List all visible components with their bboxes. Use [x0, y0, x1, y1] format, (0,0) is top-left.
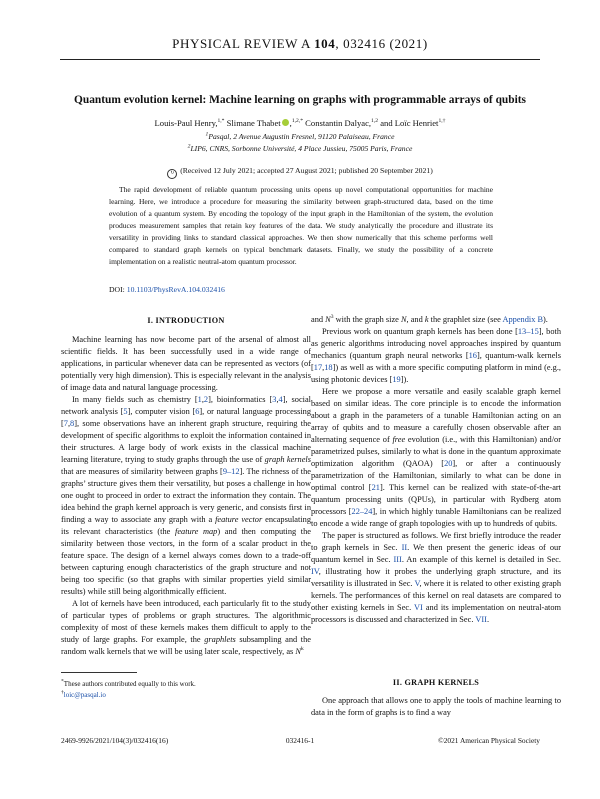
column-right [311, 314, 561, 626]
section-link[interactable]: V [414, 579, 420, 588]
received-dates [60, 166, 540, 179]
author-sup: 1,* [217, 118, 225, 125]
author-sup: 1,2,* [291, 118, 304, 125]
email-link[interactable]: loic@pasqal.io [63, 691, 106, 699]
author-henriet[interactable]: Loïc Henriet [394, 118, 439, 128]
received-text: (Received 12 July 2021; accepted 27 August 2021; published 20 September 2021) [180, 166, 433, 175]
paragraph: A lot of kernels have been introduced, each particularly fit to the study of particular types of problems or graph structures. The algorithmic complexity of most of these kernels makes them difficult to apply to the study of large graphs. For example, the graphlets subsampling and the random walk kernels that we will be using later scale, respectively, as $N^k$ [61, 599, 311, 656]
doi [109, 285, 225, 294]
reference-link[interactable]: 4 [278, 395, 283, 404]
section-heading-graph-kernels: II. GRAPH KERNELS [392, 678, 480, 687]
affiliation-text: Pasqal, 2 Avenue Augustin Fresnel, 91120 Palaiseau, France [208, 132, 395, 141]
paragraph: The paper is structured as follows. We first briefly introduce the reader to graph kernels in Sec. II. We then present the generic ideas of our quantum kernel in Sec. III. An example of this kernel is detailed in Sec. IV, illustrating how it probes the underlying graph structure, and its versatility is illustrated in Sec. V, where it is related to other existing graph kernels. The performances of this kernel on real datasets are compared to other existing kernels in Sec. VI and its implementation on neutral-atom processors is discussed and characterized in Sec. VII. [311, 531, 562, 624]
paragraph: In many fields such as chemistry [1,2], bioinformatics [3,4], social network analysis [5], computer vision [6], or natural language processing [7,8], some observations have an inherent graph structure, requiring the development of specific algorithms to exploit the information contained in their structures. A large body of work exists in the classical machine learning literature, trying to study graphs through the use of graph kernels that are measures of similarity between graphs [9–12]. The richness of the graphs’ structure gives them their versatility, but poses a challenge in how one ought to proceed in order to extract the information they contain. The idea behind the graph kernel approach is very generic, and consists first in finding a way to associate any graph with a feature vector encapsulating its relevant characteristics (the feature map) and then computing the similarity between those vectors, in the form of a scalar product in the feature space. The design of a kernel always comes down to a trade-off between capturing enough characteristics of the graph structure and not being too specific (so that graphs with similar properties yield similar results) while still being algorithmically efficient. [61, 395, 311, 596]
appendix-link[interactable]: Appendix B [502, 315, 544, 324]
section-link[interactable]: III [393, 555, 402, 564]
update-icon[interactable]: ↻ [167, 169, 177, 179]
author-henry[interactable]: Louis-Paul Henry, [154, 118, 218, 128]
footnote-mark: * [61, 678, 64, 685]
journal-volume: 104 [314, 36, 336, 51]
affiliation-number: 1 [205, 131, 209, 138]
paragraph: Previous work on quantum graph kernels has been done [13–15], both as generic algorithms introducing novel approaches inspired by quantum mechanics (quantum graph neural networks [16], quantum-walk kernels [17,18]) as well as with a more specific computing platform in mind (e.g., using photonic devices [19]). [311, 327, 561, 384]
footer-issn: 2469-9926/2021/104(3)/032416(16) [61, 736, 169, 745]
section-link[interactable]: II [401, 543, 408, 552]
author-list: Louis-Paul Henry,$^{1,*}$ Slimane Thabet ,$^{1,2,*}$ Constantin Dalyac,$^{1,2}$ and Loïc Henriet$^{1,\dagger}$ [154, 118, 446, 128]
author-sup: 1,† [438, 118, 446, 125]
author-conjunction: and [380, 118, 393, 128]
reference-link[interactable]: 17 [313, 363, 323, 372]
affiliation-number: 2 [187, 143, 191, 150]
reference-link[interactable]: 16 [468, 351, 477, 360]
abstract: The rapid development of reliable quantum processing units opens up novel computational opportunities for machine learning. Here, we introduce a procedure for measuring the similarity between graph-structured data, based on the time evolution of a quantum system. By encoding the topology of the input graph in the Hamiltonian of the system, the evolution produces measurement samples that retain key features of the data. We study analytically the procedure and illustrate its versatility in providing links to standard classical approaches. We then show numerically that this scheme performs well compared to standard graph kernels on typical benchmark datasets. Finally, we study the possibility of a concrete implementation on a realistic neutral-atom quantum processor. [109, 185, 493, 266]
reference-link[interactable]: 5 [123, 407, 128, 416]
affiliation-text: LIP6, CNRS, Sorbonne Université, 4 Place Jussieu, 75005 Paris, France [190, 144, 413, 153]
header-rule [60, 59, 540, 60]
article-title: Quantum evolution kernel: Machine learning on graphs with programmable arrays of qubits [74, 94, 526, 106]
reference-link[interactable]: 2 [203, 395, 209, 404]
journal-name: PHYSICAL REVIEW A [172, 36, 315, 51]
footnote-rule [61, 672, 137, 673]
section-heading-introduction: I. INTRODUCTION [147, 316, 225, 325]
reference-link[interactable]: 18 [324, 363, 333, 372]
reference-link[interactable]: 21 [371, 483, 380, 492]
reference-link[interactable]: 3 [272, 395, 277, 404]
running-head [0, 36, 600, 52]
journal-issue-info: , 032416 (2021) [335, 36, 428, 51]
column-left [61, 334, 311, 658]
reference-link[interactable]: 6 [195, 407, 200, 416]
author-sup: 1,2 [371, 118, 379, 125]
author-dalyac[interactable]: Constantin Dalyac, [305, 118, 372, 128]
reference-link[interactable]: 13–15 [517, 327, 539, 336]
footnote-mark: † [61, 689, 64, 696]
reference-link[interactable]: 22–24 [351, 507, 373, 516]
author-thabet[interactable]: Slimane Thabet [226, 118, 281, 128]
reference-link[interactable]: 1 [197, 395, 202, 404]
footnote-equal-contribution [61, 680, 196, 688]
reference-link[interactable]: 20 [444, 459, 453, 468]
paragraph: Here we propose a more versatile and easily scalable graph kernel based on similar ideas. The core principle is to encode the information about a graph in the parameters of a tunable Hamiltonian acting on an array of qubits and to measure a carefully chosen observable after an alternating sequence of free evolution (i.e., with this Hamiltonian) and/or parametrized pulses, similarly to what is done in the quantum approximate optimization algorithm (QAOA) [20], or after a continuously parametrization of the Hamiltonian, similarly to what can be done in optimal control [21]. This kernel can be realized with state-of-the-art quantum processing units (QPUs), in particular with Rydberg atom processors [22–24], in which highly tunable Hamiltonians can be realized to encode a wide range of graph topologies with up to hundreds of qubits. [311, 387, 561, 528]
paragraph: Machine learning has now become part of the arsenal of almost all scientific fields. It has been successfully used in a wide range of applications, in particular whenever data can be represented as vectors (of potentially very high dimension). This is especially relevant in the analysis of image data and natural language processing. [61, 335, 311, 392]
paragraph: One approach that allows one to apply the tools of machine learning to data in the form of graphs is to find a way [311, 696, 561, 717]
section-link[interactable]: VII [475, 615, 487, 624]
orcid-icon[interactable] [282, 119, 289, 126]
reference-link[interactable]: 7 [63, 419, 68, 428]
doi-label: DOI: [109, 285, 125, 294]
footnote-email [61, 691, 106, 699]
section-link[interactable]: VI [414, 603, 423, 612]
reference-link[interactable]: 8 [70, 419, 75, 428]
footer-copyright: ©2021 American Physical Society [438, 736, 540, 745]
footnote-text: These authors contributed equally to this work. [63, 680, 196, 688]
affiliation-1 [60, 132, 540, 141]
paragraph-continued: and $N^3$ with the graph size N, and k the graphlet size (see Appendix B). [311, 314, 548, 324]
doi-link[interactable]: 10.1103/PhysRevA.104.032416 [126, 285, 225, 294]
reference-link[interactable]: 9–12 [222, 467, 240, 476]
footer-page-number: 032416-1 [285, 736, 315, 745]
section-link[interactable]: IV [311, 567, 319, 576]
column-right-bottom [311, 695, 561, 719]
affiliation-2 [60, 144, 540, 153]
reference-link[interactable]: 19 [392, 375, 401, 384]
